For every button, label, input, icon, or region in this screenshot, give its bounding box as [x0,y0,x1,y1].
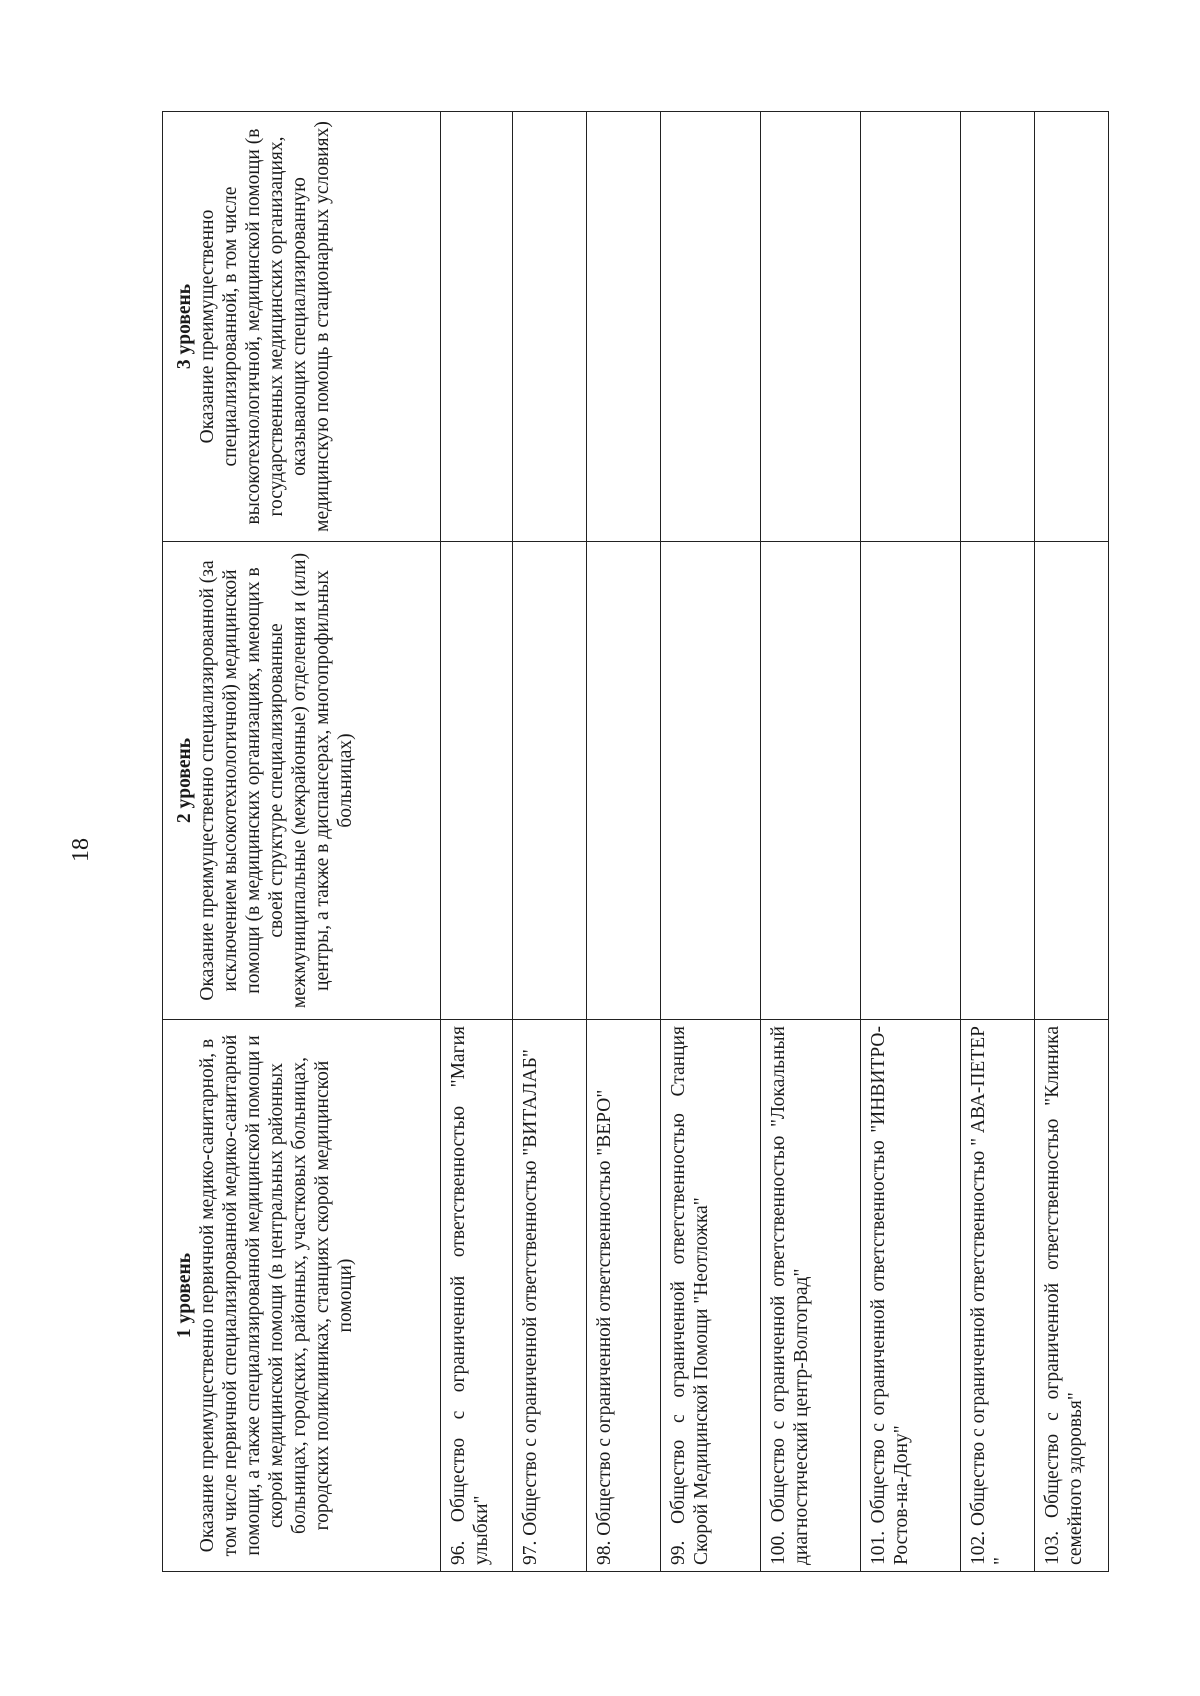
level2-cell [861,542,961,1020]
level3-title: 3 уровень [174,283,195,370]
level2-cell [587,542,661,1020]
level2-description: Оказание преимущественно специализированной (за исключением высокотехнологичной) медицинской помощи (в медицинских организациях, имеющих в своей структуре специализированные межмуниципальные (межрайонные) отделения и (или) центры, а также в диспансерах, многопрофильных больницах) [197,552,356,1009]
level3-cell [587,112,661,542]
org-name: 100. Общество с ограниченной ответственностью "Локальный диагностический центр-Волгоград" [768,1026,812,1565]
table-header-row [163,112,441,1572]
level1-title: 1 уровень [174,1252,195,1339]
table-row [587,112,661,1572]
header-level2 [163,542,441,1020]
org-cell [861,1020,961,1572]
org-name: 102. Общество с ограниченной ответственностью " АВА-ПЕТЕР " [968,1026,1012,1565]
header-level3 [163,112,441,542]
table-row [513,112,587,1572]
level3-cell [761,112,861,542]
level3-cell [441,112,513,542]
org-name: 97. Общество с ограниченной ответственностью "ВИТАЛАБ" [520,1049,541,1565]
org-name: 101. Общество с ограниченной ответственностью "ИНВИТРО-Ростов-на-Дону" [868,1026,912,1565]
level3-cell [1035,112,1109,542]
level3-description: Оказание преимущественно специализированной, в том числе высокотехнологичной, медицинской помощи (в государственных медицинских организациях, оказывающих специализированную медицинскую помощь в стационарных условиях) [197,121,333,532]
level2-cell [661,542,761,1020]
level2-cell [961,542,1035,1020]
org-name: 98. Общество с ограниченной ответственностью "ВЕРО" [594,1089,615,1565]
header-level1 [163,1020,441,1572]
org-name: 99. Общество с ограниченной ответственностью Станция Скорой Медицинской Помощи "Неотложка" [668,1026,712,1565]
level2-cell [513,542,587,1020]
org-cell [961,1020,1035,1572]
level2-cell [441,542,513,1020]
table-row [441,112,513,1572]
level2-title: 2 уровень [174,737,195,824]
org-cell [513,1020,587,1572]
level2-cell [1035,542,1109,1020]
level3-cell [861,112,961,542]
org-cell [1035,1020,1109,1572]
level2-cell [761,542,861,1020]
table-row [761,112,861,1572]
table-row [661,112,761,1572]
org-cell [761,1020,861,1572]
page-number: 18 [68,838,94,862]
table-row [861,112,961,1572]
org-cell [587,1020,661,1572]
care-levels-table [162,111,1109,1572]
level3-cell [661,112,761,542]
level3-cell [513,112,587,542]
org-name: 103. Общество с ограниченной ответственностью "Клиника семейного здоровья" [1042,1026,1086,1565]
level1-description: Оказание преимущественно первичной медико-санитарной, в том числе первичной специализированной медико-санитарной помощи, а также специализированной медицинской помощи и скорой медицинской помощи (в центральных районных больницах, городских, районных, участковых больницах, городских поликлиниках, станциях скорой медицинской помощи) [197,1034,356,1557]
org-cell [661,1020,761,1572]
org-name: 96. Общество с ограниченной ответственностью "Магия улыбки" [448,1026,492,1565]
table-row [1035,112,1109,1572]
level3-cell [961,112,1035,542]
table-row [961,112,1035,1572]
org-cell [441,1020,513,1572]
